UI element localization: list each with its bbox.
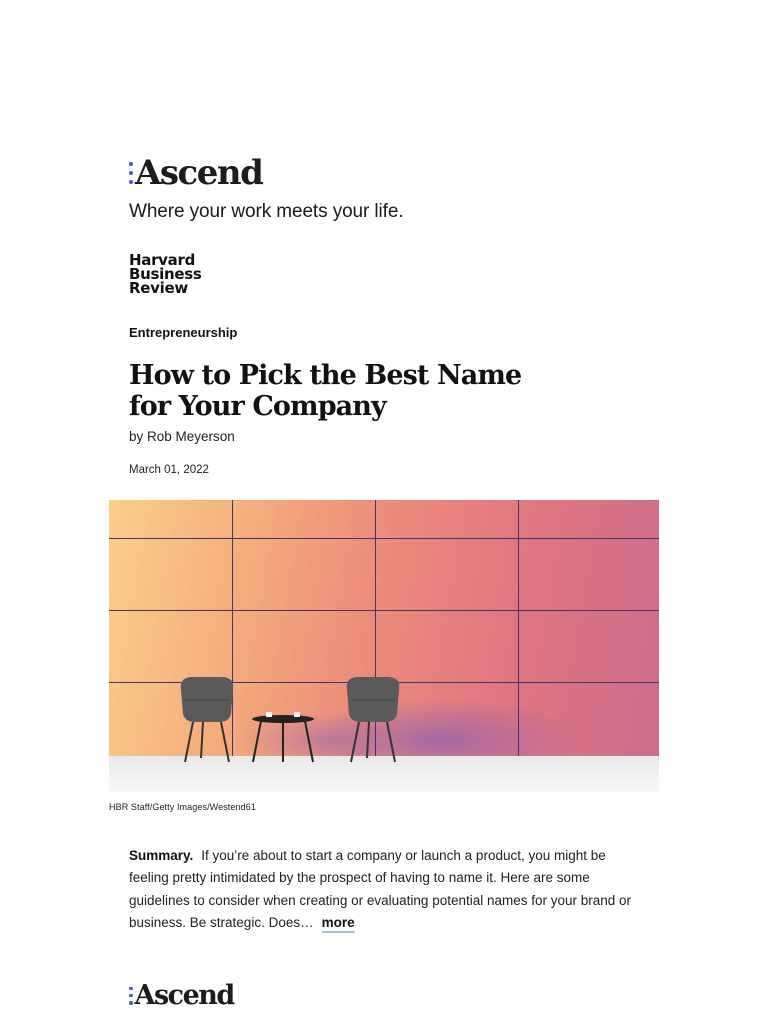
more-link[interactable]: more [322,915,355,933]
ascend-dots-icon [129,987,133,1005]
hbr-logo-line: Harvard [129,251,196,269]
ascend-wordmark: Ascend [135,153,263,193]
article-headline: How to Pick the Best Name for Your Company [129,360,522,422]
image-credit: HBR Staff/Getty Images/Westend61 [109,802,256,812]
ascend-logo-footer[interactable] [129,982,234,1009]
ascend-dots-icon [129,162,133,184]
hero-image [109,500,659,792]
summary-text: If you’re about to start a company or launch a product, you might be feeling pretty intimidated by the prospect of having to name it. Here are some guidelines to consider when creating or evaluating potential names for your brand or business. Be strategic. Does… [129,848,632,930]
tagline: Where your work meets your life. [129,201,404,222]
chair-left [181,677,234,762]
chair-right [347,677,400,762]
hbr-logo-line: Review [129,279,188,297]
article-category[interactable]: Entrepreneurship [129,325,238,340]
ascend-logo[interactable] [129,153,263,193]
article-byline[interactable]: by Rob Meyerson [129,429,235,444]
article-summary [129,845,639,934]
side-table [252,712,314,762]
summary-label: Summary. [129,848,194,863]
hbr-logo-line: Business [129,265,202,283]
article-date: March 01, 2022 [129,464,209,476]
ascend-wordmark: Ascend [134,980,234,1011]
hbr-logo[interactable] [129,253,202,295]
